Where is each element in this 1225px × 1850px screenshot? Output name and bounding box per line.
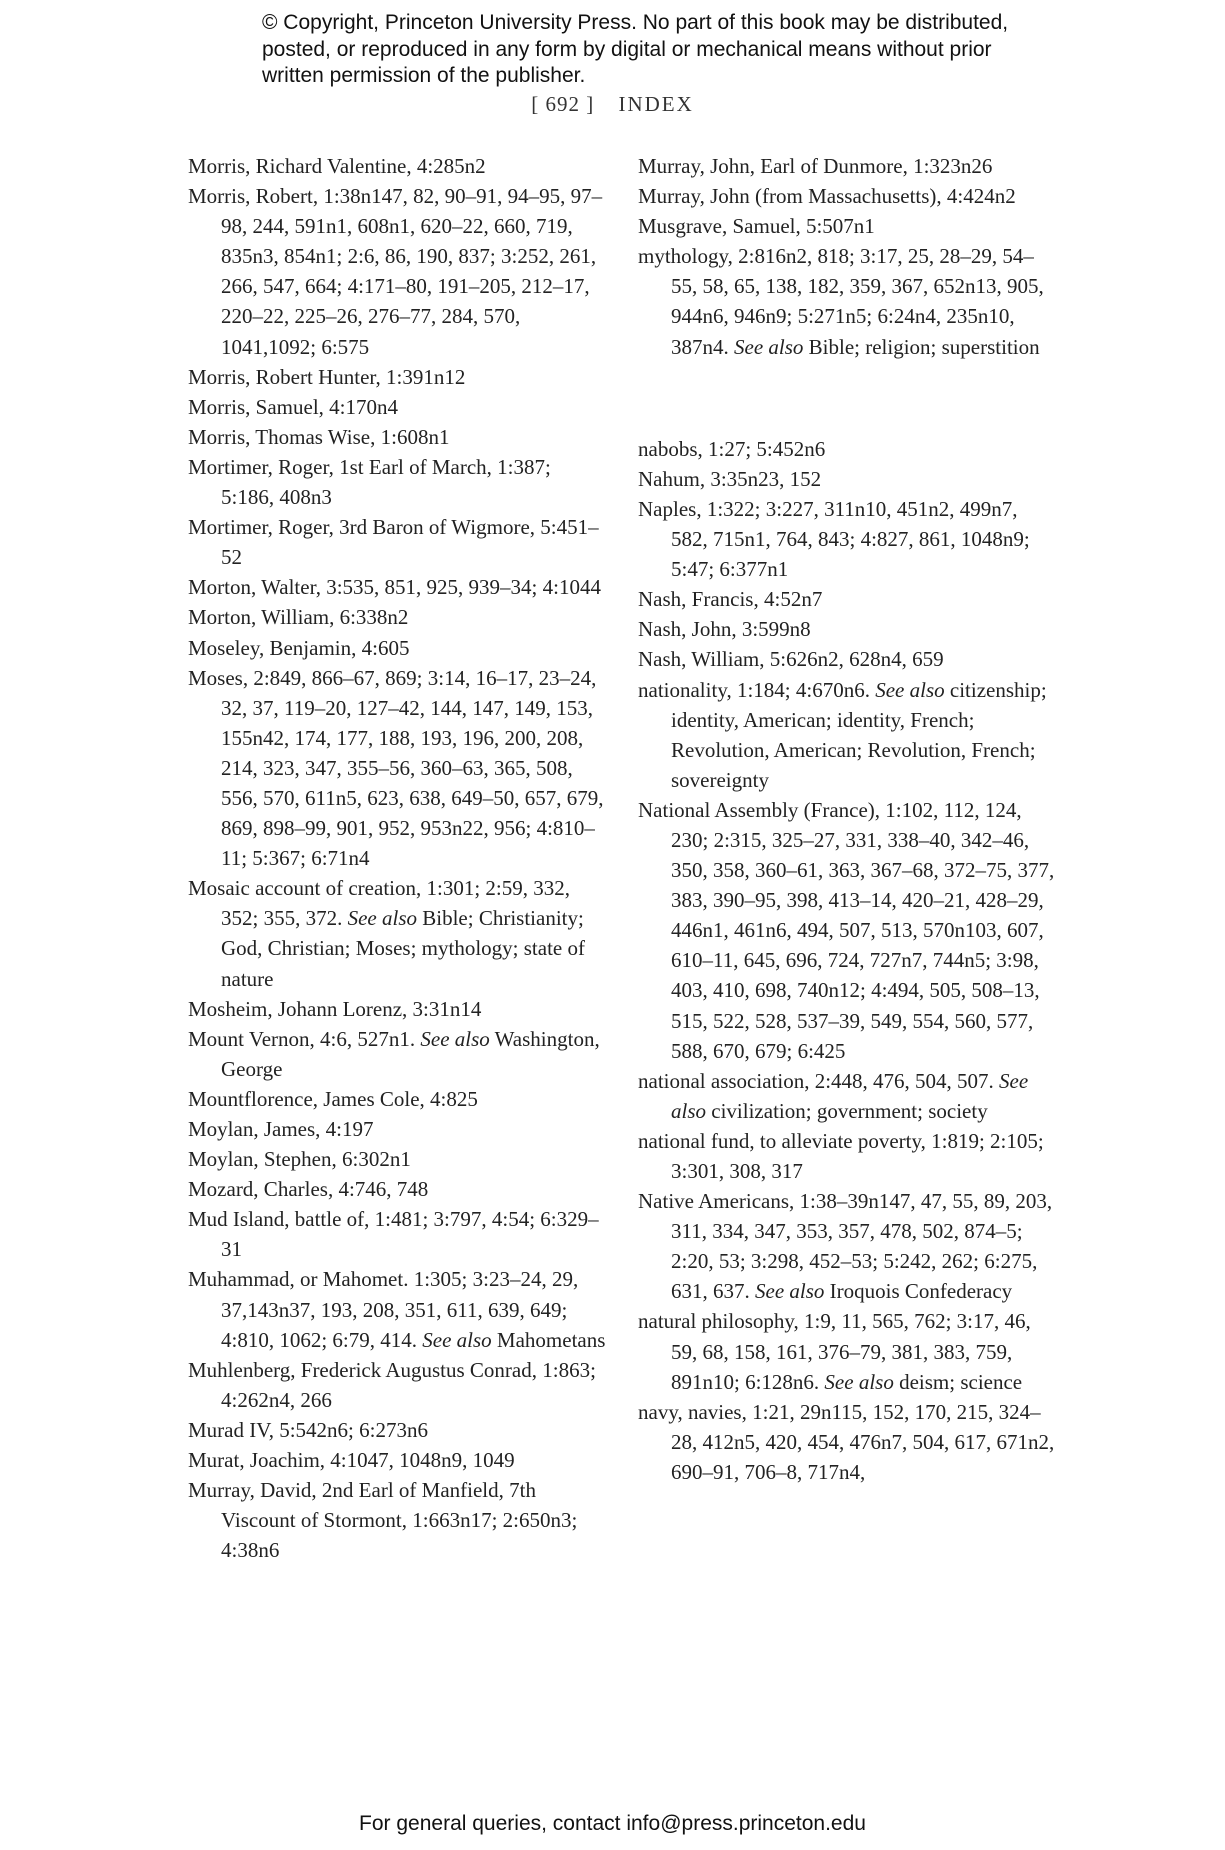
index-entry: national association, 2:448, 476, 504, 507. See also civilization; government; society xyxy=(638,1068,1029,1123)
index-entry: Moseley, Benjamin, 4:605 xyxy=(188,635,410,660)
index-entry: nationality, 1:184; 4:670n6. See also citizenship; identity, American; identity, French; Revolution, American; Revolution, French; sovereignty xyxy=(638,677,1047,792)
section-title: INDEX xyxy=(618,92,694,116)
index-entry: Mountflorence, James Cole, 4:825 xyxy=(188,1086,478,1111)
index-entry: Mortimer, Roger, 3rd Baron of Wigmore, 5:451–52 xyxy=(188,515,599,570)
footer-contact: For general queries, contact info@press.princeton.edu xyxy=(359,1812,866,1835)
index-entry: Nash, John, 3:599n8 xyxy=(638,617,811,642)
letter-group-gap xyxy=(638,383,1058,413)
index-entry: Morris, Thomas Wise, 1:608n1 xyxy=(188,424,450,449)
index-entry: Native Americans, 1:38–39n147, 47, 55, 89, 203, 311, 334, 347, 353, 357, 478, 502, 874–5; 2:20, 53; 3:298, 452–53; 5:242, 262; 6:275, 631, 637. See also Iroquois Confederacy xyxy=(638,1189,1053,1304)
index-entry: Morton, William, 6:338n2 xyxy=(188,605,409,630)
index-entry: nabobs, 1:27; 5:452n6 xyxy=(638,436,826,461)
index-entry: National Assembly (France), 1:102, 112, 124, 230; 2:315, 325–27, 331, 338–40, 342–46, 350, 358, 360–61, 363, 367–68, 372–75, 377, 383, 390–95, 398, 413–14, 420–21, 428–29, 446n1, 461n6, 494, 507, 513, 570n103, 607, 610–11, 645, 696, 724, 727n7, 744n5; 3:98, 403, 410, 698, 740n12; 4:494, 505, 508–13, 515, 522, 528, 537–39, 549, 554, 560, 577, 588, 670, 679; 6:425 xyxy=(638,797,1055,1063)
index-entry: Nahum, 3:35n23, 152 xyxy=(638,466,822,491)
index-entry: Musgrave, Samuel, 5:507n1 xyxy=(638,214,875,239)
index-column-right xyxy=(638,151,1058,1487)
index-entry: navy, navies, 1:21, 29n115, 152, 170, 215, 324–28, 412n5, 420, 454, 476n7, 504, 617, 671n2, 690–91, 706–8, 717n4, xyxy=(638,1399,1055,1484)
index-entry: natural philosophy, 1:9, 11, 565, 762; 3:17, 46, 59, 68, 158, 161, 376–79, 381, 383, 759, 891n10; 6:128n6. See also deism; science xyxy=(638,1309,1031,1394)
index-entry: Murray, John (from Massachusetts), 4:424n2 xyxy=(638,184,1016,209)
page-number: [ 692 ] xyxy=(531,92,595,116)
index-entry: mythology, 2:816n2, 818; 3:17, 25, 28–29, 54–55, 58, 65, 138, 182, 359, 367, 652n13, 905, 944n6, 946n9; 5:271n5; 6:24n4, 235n10, 387n4. See also Bible; religion; superstition xyxy=(638,244,1044,359)
index-entry: Murray, David, 2nd Earl of Manfield, 7th Viscount of Stormont, 1:663n17; 2:650n3; 4:38n6 xyxy=(188,1478,578,1563)
index-entry: national fund, to alleviate poverty, 1:819; 2:105; 3:301, 308, 317 xyxy=(638,1128,1044,1183)
index-entry: Naples, 1:322; 3:227, 311n10, 451n2, 499n7, 582, 715n1, 764, 843; 4:827, 861, 1048n9; 5:47; 6:377n1 xyxy=(638,496,1030,582)
index-entry: Moylan, James, 4:197 xyxy=(188,1117,374,1141)
index-entry: Murad IV, 5:542n6; 6:273n6 xyxy=(188,1417,428,1442)
index-entry: Mosaic account of creation, 1:301; 2:59, 332, 352; 355, 372. See also Bible; Christianity; God, Christian; Moses; mythology; state of nature xyxy=(188,876,585,991)
index-entry: Mud Island, battle of, 1:481; 3:797, 4:54; 6:329–31 xyxy=(188,1207,599,1262)
index-entry: Mortimer, Roger, 1st Earl of March, 1:387; 5:186, 408n3 xyxy=(188,454,551,510)
index-entry: Nash, William, 5:626n2, 628n4, 659 xyxy=(638,647,944,672)
index-column-left xyxy=(188,151,608,1565)
running-header xyxy=(0,92,1225,117)
copyright-notice: © Copyright, Princeton University Press. No part of this book may be distributed, posted, or reproduced in any form by digital or mechanical means without prior written permission of the publisher. xyxy=(262,11,1009,87)
index-entry: Nash, Francis, 4:52n7 xyxy=(638,587,823,612)
index-entry: Mosheim, Johann Lorenz, 3:31n14 xyxy=(188,996,482,1021)
index-entry: Moylan, Stephen, 6:302n1 xyxy=(188,1147,411,1172)
index-entry: Morris, Samuel, 4:170n4 xyxy=(188,394,398,419)
index-entry: Moses, 2:849, 866–67, 869; 3:14, 16–17, 23–24, 32, 37, 119–20, 127–42, 144, 147, 149, 153, 155n42, 174, 177, 188, 193, 196, 200, 208, 214, 323, 347, 355–56, 360–63, 365, 508, 556, 570, 611n5, 623, 638, 649–50, 657, 679, 869, 898–99, 901, 952, 953n22, 956; 4:810–11; 5:367; 6:71n4 xyxy=(188,665,604,871)
index-entry: Murat, Joachim, 4:1047, 1048n9, 1049 xyxy=(188,1448,515,1473)
index-entry: Morton, Walter, 3:535, 851, 925, 939–34; 4:1044 xyxy=(188,575,601,600)
index-entry: Muhammad, or Mahomet. 1:305; 3:23–24, 29, 37,143n37, 193, 208, 351, 611, 639, 649; 4:810, 1062; 6:79, 414. See also Mahometans xyxy=(188,1267,606,1352)
index-entry: Mozard, Charles, 4:746, 748 xyxy=(188,1177,429,1202)
index-entry: Muhlenberg, Frederick Augustus Conrad, 1:863; 4:262n4, 266 xyxy=(188,1357,596,1412)
index-entry: Morris, Richard Valentine, 4:285n2 xyxy=(188,154,486,178)
index-entry: Morris, Robert Hunter, 1:391n12 xyxy=(188,364,466,389)
index-entry: Morris, Robert, 1:38n147, 82, 90–91, 94–95, 97–98, 244, 591n1, 608n1, 620–22, 660, 719, 835n3, 854n1; 2:6, 86, 190, 837; 3:252, 261, 266, 547, 664; 4:171–80, 191–205, 212–17, 220–22, 225–26, 276–77, 284, 570, 1041,1092; 6:575 xyxy=(188,184,603,359)
index-entry: Murray, John, Earl of Dunmore, 1:323n26 xyxy=(638,154,993,178)
index-entry: Mount Vernon, 4:6, 527n1. See also Washington, George xyxy=(188,1026,600,1081)
